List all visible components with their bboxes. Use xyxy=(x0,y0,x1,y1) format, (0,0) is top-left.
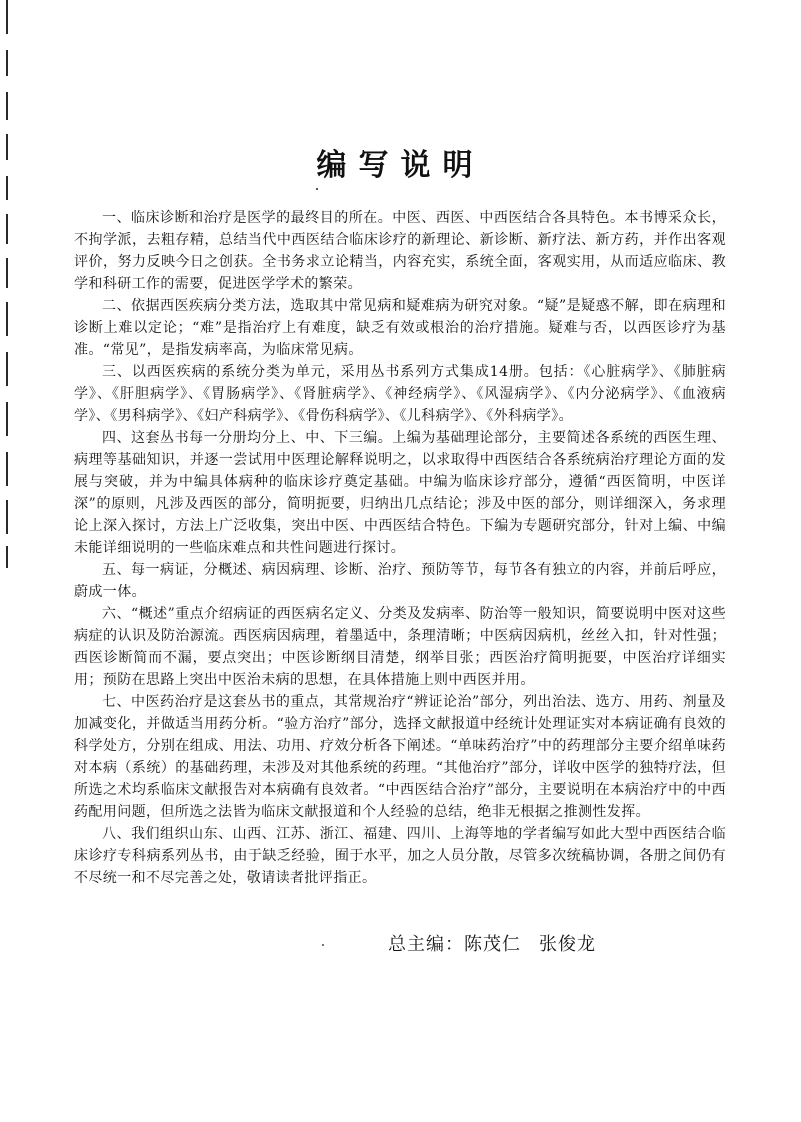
scan-edge-mark xyxy=(6,452,8,486)
body-text xyxy=(74,207,726,889)
paragraph-3: 三、以西医疾病的系统分类为单元，采用丛书系列方式集成14册。包括：《心脏病学》、《肺脏病学》、《肝胆病学》、《胃肠病学》、《肾脏病学》、《神经病学》、《风湿病学》、《内分泌病学》、《血液病学》、《男科病学》、《妇产科病学》、《骨伤科病学》、《儿科病学》、《外科病学》。 xyxy=(74,364,726,424)
scan-edge-mark xyxy=(6,402,8,436)
paragraph-6: 六、“概述”重点介绍病证的西医病名定义、分类及发病率、防治等一般知识，简要说明中医对这些病症的认识及防治源流。西医病因病理，着墨适中，条理清晰；中医病因病机，丝丝入扣，针对性强；西医诊断简而不漏，要点突出；中医诊断纲目清楚，纲举目张；西医治疗简明扼要，中医治疗详细实用；预防在思路上突出中医治未病的思想，在具体措施上则中西医并用。 xyxy=(74,606,726,688)
scan-speck xyxy=(316,188,318,190)
paragraph-8: 八、我们组织山东、山西、江苏、浙江、福建、四川、上海等地的学者编写如此大型中西医结合临床诊疗专科病系列丛书，由于缺乏经验，囿于水平，加之人员分散，尽管多次统稿协调，各册之间仍有不尽统一和不尽完善之处，敬请读者批评指正。 xyxy=(74,826,726,886)
editor-signature xyxy=(388,930,596,956)
scan-edge-mark xyxy=(6,500,8,534)
paragraph-7: 七、中医药治疗是这套丛书的重点，其常规治疗“辨证论治”部分，列出治法、选方、用药、剂量及加减变化，并做适当用药分析。“验方治疗”部分，选择文献报道中经统计处理证实对本病证确有良效的科学处方，分别在组成、用法、功用、疗效分析各下阐述。“单味药治疗”中的药理部分主要介绍单味药对本病（系统）的基础药理，未涉及对其他系统的药理。“其他治疗”部分，详收中医学的独特疗法，但所选之术均系临床文献报告对本病确有良效者。“中西医结合治疗”部分，主要说明在本病治疗中的中西药配用问题，但所选之法皆为临床文献报道和个人经验的总结，绝非无根据之推测性发挥。 xyxy=(74,694,726,820)
scan-speck xyxy=(322,944,324,946)
page-title: 编写说明 xyxy=(316,148,485,183)
scan-edge-mark xyxy=(6,302,8,336)
scan-edge-mark xyxy=(6,214,8,244)
scan-edge-mark xyxy=(6,92,8,120)
paragraph-2: 二、依据西医疾病分类方法，选取其中常见病和疑难病为研究对象。“疑”是疑惑不解，即在病理和诊断上难以定论；“难”是指治疗上有难度，缺乏有效或根治的治疗措施。疑难与否，以西医诊疗为基准。“常见”，是指发病率高，为临床常见病。 xyxy=(74,298,726,358)
paragraph-4: 四、这套丛书每一分册均分上、中、下三编。上编为基础理论部分，主要简述各系统的西医生理、病理等基础知识，并逐一尝试用中医理论解释说明之，以求取得中西医结合各系统病治疗理论方面的发展与突破，并为中编具体病种的临床诊疗奠定基础。中编为临床诊疗部分，遵循“西医简明，中医详深”的原则，凡涉及西医的部分，简明扼要，归纳出几点结论；涉及中医的部分，则详细深入，务求理论上深入探讨，方法上广泛收集，突出中医、中西医结合特色。下编为专题研究部分，针对上编、中编未能详细说明的一些临床难点和共性问题进行探讨。 xyxy=(74,430,726,556)
scan-edge-mark xyxy=(6,546,8,568)
paragraph-1: 一、临床诊断和治疗是医学的最终目的所在。中医、西医、中西医结合各具特色。本书博采众长，不拘学派，去粗存精，总结当代中西医结合临床诊疗的新理论、新诊断、新疗法、新方药，并作出客观评价，努力反映今日之创获。全书务求立论精当，内容充实，系统全面，客观实用，从而适应临床、教学和科研工作的需要，促进医学学术的繁荣。 xyxy=(74,210,726,292)
scan-edge-mark xyxy=(6,0,8,34)
scan-edge-mark xyxy=(6,258,8,288)
editor-label: 总主编： xyxy=(388,934,464,955)
editor-name-1: 陈茂仁 xyxy=(464,934,521,955)
paragraph-5: 五、每一病证，分概述、病因病理、诊断、治疗、预防等节，每节各有独立的内容，并前后呼应，蔚成一体。 xyxy=(74,562,726,600)
editor-name-2: 张俊龙 xyxy=(539,934,596,955)
scan-edge-mark xyxy=(6,50,8,76)
scan-edge-mark xyxy=(6,352,8,386)
